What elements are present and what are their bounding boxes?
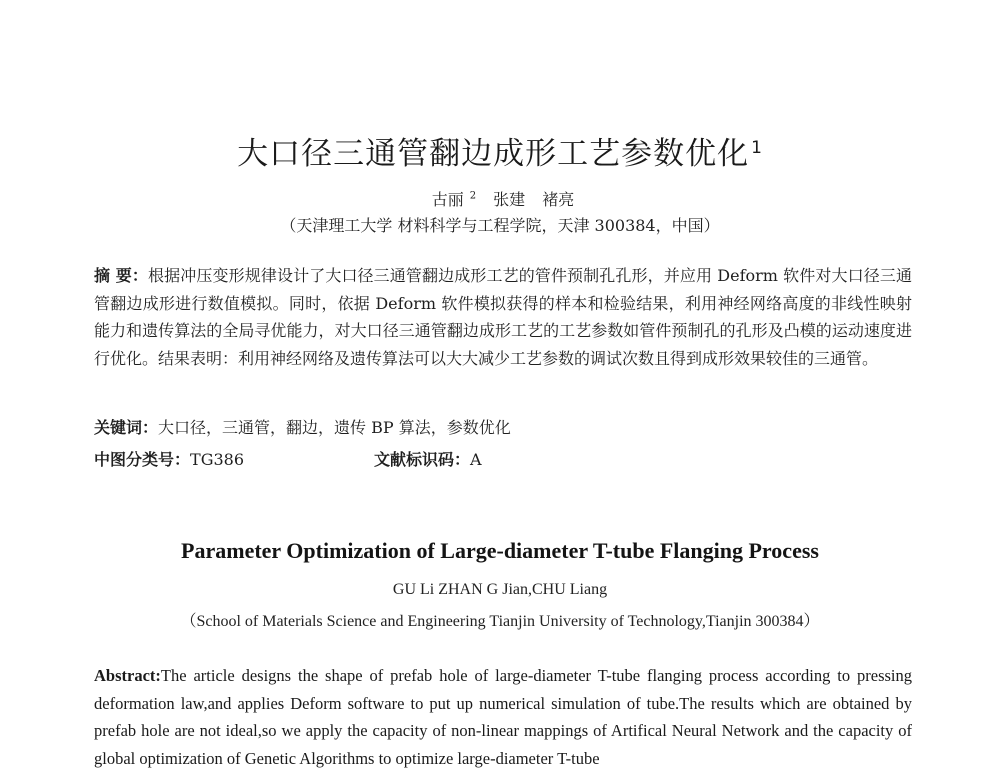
abstract-en [94, 662, 912, 772]
affiliation-cn: （天津理工大学 材料科学与工程学院，天津 300384，中国） [280, 216, 720, 235]
author-1 [426, 190, 476, 209]
classification-label: 中图分类号： [94, 450, 191, 469]
authors-en: GU Li ZHAN G Jian,CHU Liang [392, 581, 608, 598]
abstract-cn [94, 262, 912, 372]
abstract-cn-text: 根据冲压变形规律设计了大口径三通管翻边成形工艺的管件预制孔孔形，并应用 Deform 软件对大口径三通管翻边成形进行数值模拟。同时，依据 Deform 软件模拟获得的样本和检验结果，利用神经网络高度的非线性映射能力和遗传算法的全局寻优能力，对大口径三通管翻边成形工艺的工艺参数如管件预制孔的孔形及凸模的运动速度进行优化。结果表明：利用神经网络及遗传算法可以大大减少工艺参数的调试次数且得到成形效果较佳的三通管。 [94, 266, 912, 368]
document-id-label: 文献标识码： [374, 450, 471, 469]
author-footnote-mark: 2 [469, 190, 477, 202]
author-3: 褚亮 [542, 190, 575, 209]
title-footnote-mark: 1 [751, 137, 763, 158]
paper-title-en: Parameter Optimization of Large-diameter T-tube Flanging Process [181, 538, 819, 563]
document-id [374, 447, 482, 470]
author-2: 张建 [493, 190, 526, 209]
abstract-cn-label: 摘 要： [94, 266, 149, 285]
keywords-cn-text: 大口径，三通管，翻边，遗传 BP 算法，参数优化 [158, 418, 511, 437]
affiliation-en: （School of Materials Science and Engineering Tianjin University of Technology,Tianjin 300384） [180, 613, 820, 630]
keywords-cn [94, 415, 912, 438]
classification-value: TG386 [190, 450, 245, 469]
paper-title-cn [0, 128, 1000, 173]
authors-cn [0, 187, 1000, 210]
keywords-cn-label: 关键词： [94, 418, 159, 437]
paper-title-cn-text: 大口径三通管翻边成形工艺参数优化 [237, 136, 750, 172]
document-id-value: A [470, 450, 482, 469]
abstract-en-label: Abstract: [94, 666, 161, 685]
classification [94, 450, 244, 469]
classification-row [94, 447, 912, 470]
abstract-en-text: The article designs the shape of prefab hole of large-diameter T-tube flanging process according to pressing deformation law,and applies Deform software to put up numerical simulation of tube.The results which are obtained by prefab hole are not ideal,so we apply the capacity of non-linear mappings of Artifical Neural Network and the capacity of global optimization of Genetic Algorithms to optimize large-diameter T-tube [94, 666, 912, 768]
author-1-name: 古丽 [431, 190, 464, 209]
